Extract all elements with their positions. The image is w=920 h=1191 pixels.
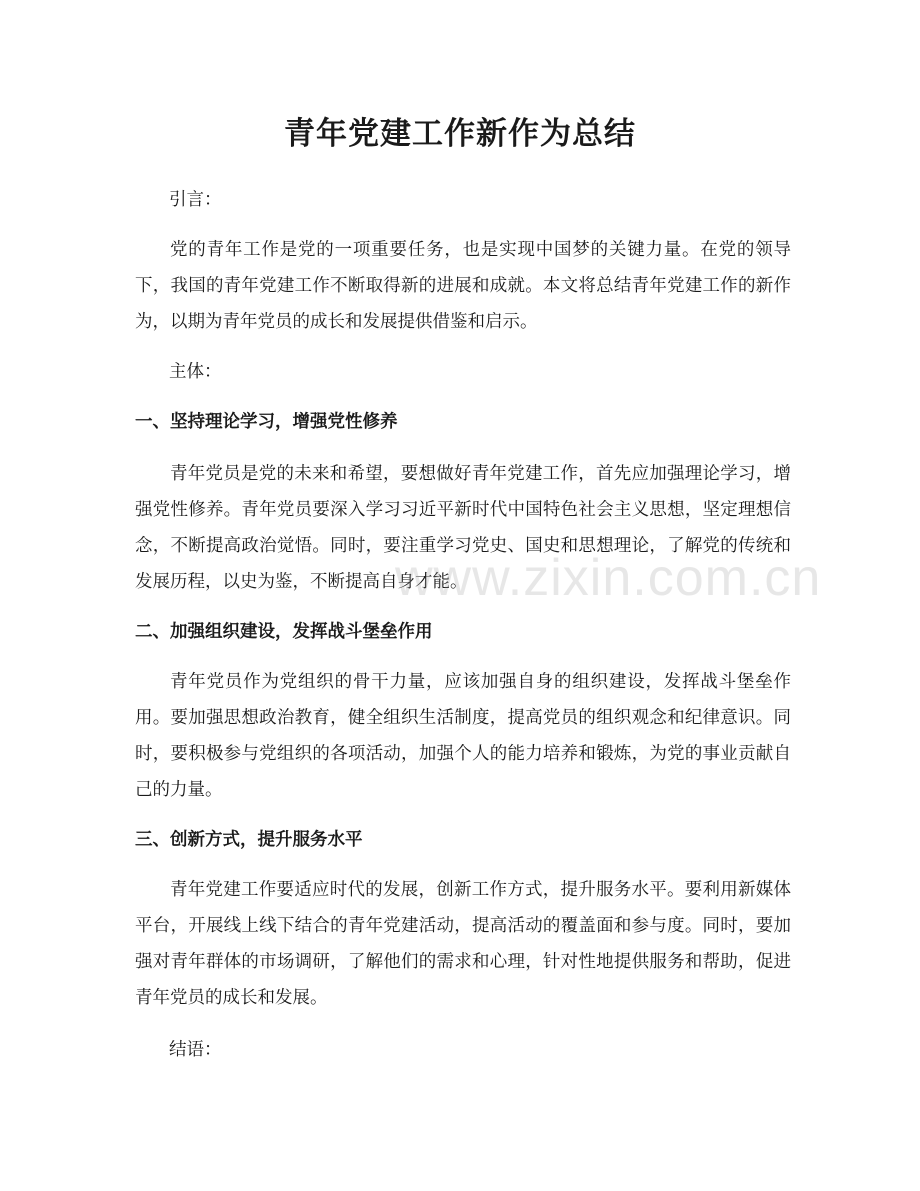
conclusion-label: 结语： [169, 1040, 222, 1060]
section-3-paragraph: 青年党建工作要适应时代的发展，创新工作方式，提升服务水平。要利用新媒体平台，开展线上线下结合的青年党建活动，提高活动的覆盖面和参与度。同时，要加强对青年群体的市场调研，了解他们的需求和心理，针对性地提供服务和帮助，促进青年党员的成长和发展。 [135, 880, 791, 1008]
section-3-heading: 三、创新方式，提升服务水平 [135, 830, 363, 850]
section-1-paragraph: 青年党员是党的未来和希望，要想做好青年党建工作，首先应加强理论学习，增强党性修养。青年党员要深入学习习近平新时代中国特色社会主义思想，坚定理想信念，不断提高政治觉悟。同时，要注重学习党史、国史和思想理论，了解党的传统和发展历程，以史为鉴，不断提高自身才能。 [135, 464, 791, 592]
page-title: 青年党建工作新作为总结 [284, 116, 636, 152]
section-2-heading: 二、加强组织建设，发挥战斗堡垒作用 [135, 622, 433, 642]
intro-label: 引言： [169, 190, 222, 210]
body-label: 主体： [169, 362, 222, 382]
section-1-heading: 一、坚持理论学习，增强党性修养 [135, 412, 398, 432]
watermark: www.zixin.com.cn [395, 549, 822, 607]
section-2-paragraph: 青年党员作为党组织的骨干力量，应该加强自身的组织建设，发挥战斗堡垒作用。要加强思想政治教育，健全组织生活制度，提高党员的组织观念和纪律意识。同时，要积极参与党组织的各项活动，加强个人的能力培养和锻炼，为党的事业贡献自己的力量。 [135, 672, 791, 800]
intro-paragraph: 党的青年工作是党的一项重要任务，也是实现中国梦的关键力量。在党的领导下，我国的青年党建工作不断取得新的进展和成就。本文将总结青年党建工作的新作为，以期为青年党员的成长和发展提供借鉴和启示。 [135, 240, 791, 332]
